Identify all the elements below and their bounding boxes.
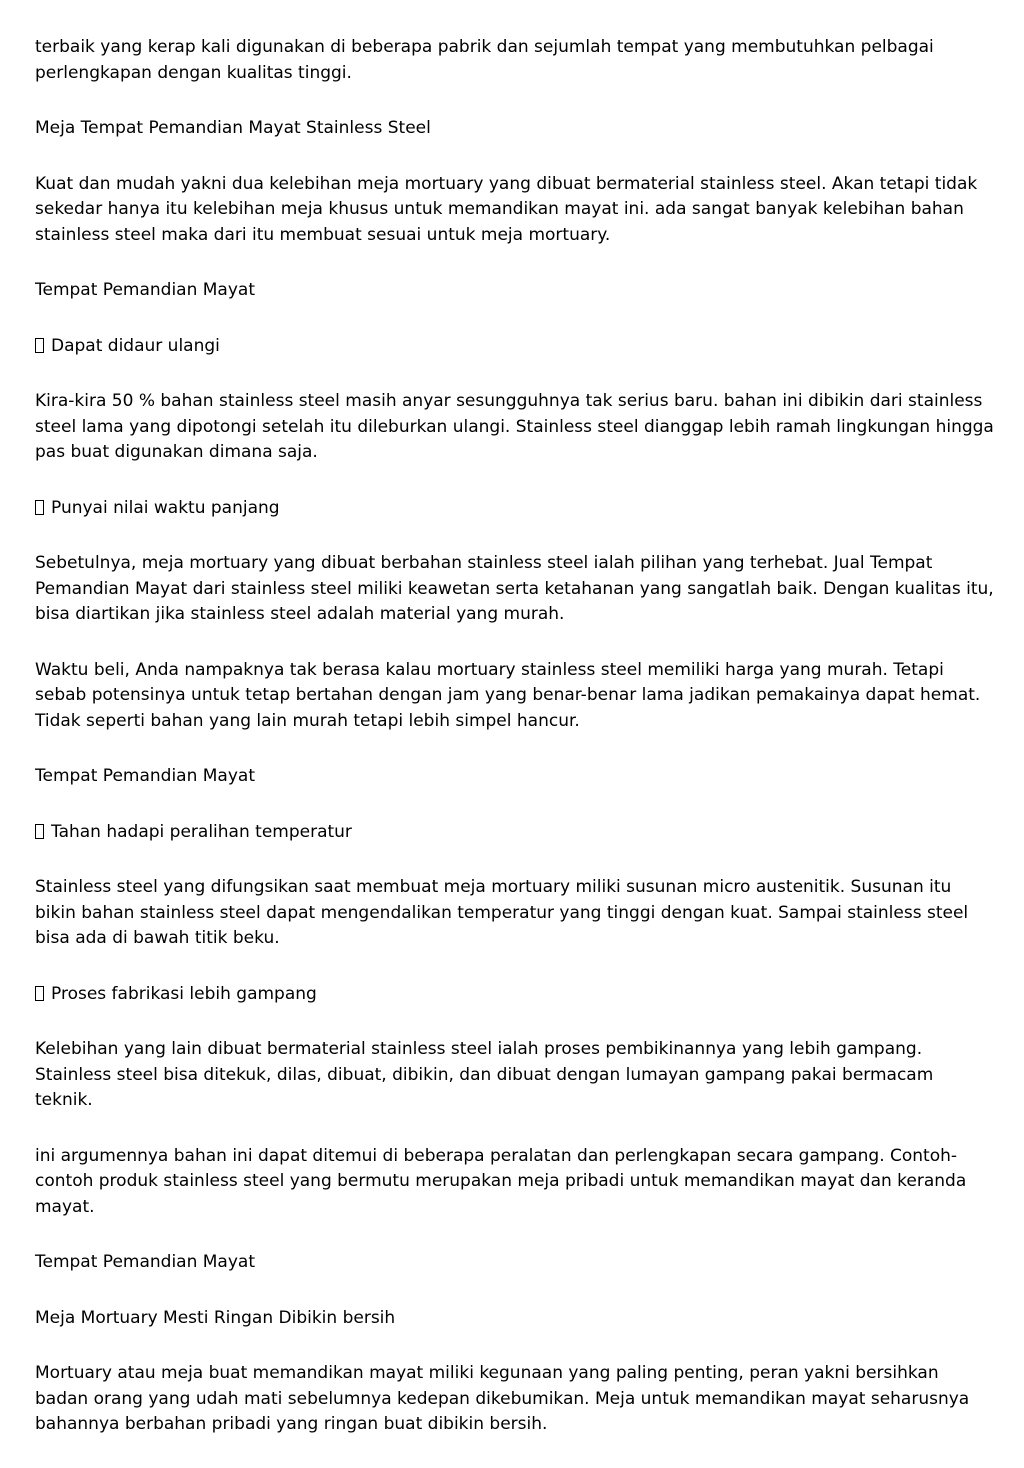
paragraph: Kuat dan mudah yakni dua kelebihan meja mortuary yang dibuat bermaterial stainless steel. Akan tetapi tidak sekedar hanya itu kelebihan meja khusus untuk memandikan mayat ini. ada sangat banyak kelebihan bahan stainless steel maka dari itu membuat sesuai untuk meja mortuary. xyxy=(35,173,978,245)
section-heading: Meja Mortuary Mesti Ringan Dibikin bersih xyxy=(35,1307,396,1328)
bullet-item xyxy=(35,496,995,522)
bullet-item xyxy=(35,982,995,1008)
bullet-box-icon xyxy=(35,986,44,1001)
section-heading: Tempat Pemandian Mayat xyxy=(35,1252,255,1272)
paragraph: Waktu beli, Anda nampaknya tak berasa kalau mortuary stainless steel memiliki harga yang murah. Tetapi sebab potensinya untuk tetap bertahan dengan jam yang benar-benar lama jadikan pemakainya dapat hemat. Tidak seperti bahan yang lain murah tetapi lebih simpel hancur. xyxy=(35,659,981,731)
section-heading: Tempat Pemandian Mayat xyxy=(35,280,255,300)
bullet-box-icon xyxy=(35,824,44,839)
paragraph: Kira-kira 50 % bahan stainless steel masih anyar sesungguhnya tak serius baru. bahan ini dibikin dari stainless steel lama yang dipotongi setelah itu dileburkan ulangi. Stainless steel dianggap lebih ramah lingkungan hingga pas buat digunakan dimana saja. xyxy=(35,391,994,462)
bullet-item xyxy=(35,334,995,360)
paragraph: ini argumennya bahan ini dapat ditemui di beberapa peralatan dan perlengkapan secara gampang. Contoh-contoh produk stainless steel yang bermutu merupakan meja pribadi untuk memandikan mayat dan keranda mayat. xyxy=(35,1145,967,1217)
bullet-label: Punyai nilai waktu panjang xyxy=(51,497,280,518)
paragraph-intro: terbaik yang kerap kali digunakan di beberapa pabrik dan sejumlah tempat yang membutuhkan pelbagai perlengkapan dengan kualitas tinggi. xyxy=(35,37,934,83)
paragraph: Kelebihan yang lain dibuat bermaterial stainless steel ialah proses pembikinannya yang lebih gampang. Stainless steel bisa ditekuk, dilas, dibuat, dibikin, dan dibuat dengan lumayan gampang pakai bermacam teknik. xyxy=(35,1039,934,1110)
paragraph: Sebetulnya, meja mortuary yang dibuat berbahan stainless steel ialah pilihan yang terhebat. Jual Tempat Pemandian Mayat dari stainless steel miliki keawetan serta ketahanan yang sangatlah baik. Dengan kualitas itu, bisa diartikan jika stainless steel adalah material yang murah. xyxy=(35,553,994,624)
bullet-box-icon xyxy=(35,338,44,353)
section-heading: Tempat Pemandian Mayat xyxy=(35,766,255,786)
paragraph: Stainless steel yang difungsikan saat membuat meja mortuary miliki susunan micro austenitik. Susunan itu bikin bahan stainless steel dapat mengendalikan temperatur yang tinggi dengan kuat. Sampai stainless steel bisa ada di bawah titik beku. xyxy=(35,877,969,948)
bullet-box-icon xyxy=(35,500,44,515)
bullet-label: Dapat didaur ulangi xyxy=(51,335,220,356)
bullet-label: Proses fabrikasi lebih gampang xyxy=(51,983,317,1004)
bullet-label: Tahan hadapi peralihan temperatur xyxy=(51,821,352,842)
bullet-item xyxy=(35,820,995,846)
paragraph: Mortuary atau meja buat memandikan mayat miliki kegunaan yang paling penting, peran yakni bersihkan badan orang yang udah mati sebelumnya kedepan dikebumikan. Meja untuk memandikan mayat seharusnya bahannya berbahan pribadi yang ringan buat dibikin bersih. xyxy=(35,1363,970,1434)
section-heading: Meja Tempat Pemandian Mayat Stainless Steel xyxy=(35,118,431,138)
document-body xyxy=(35,35,995,1468)
